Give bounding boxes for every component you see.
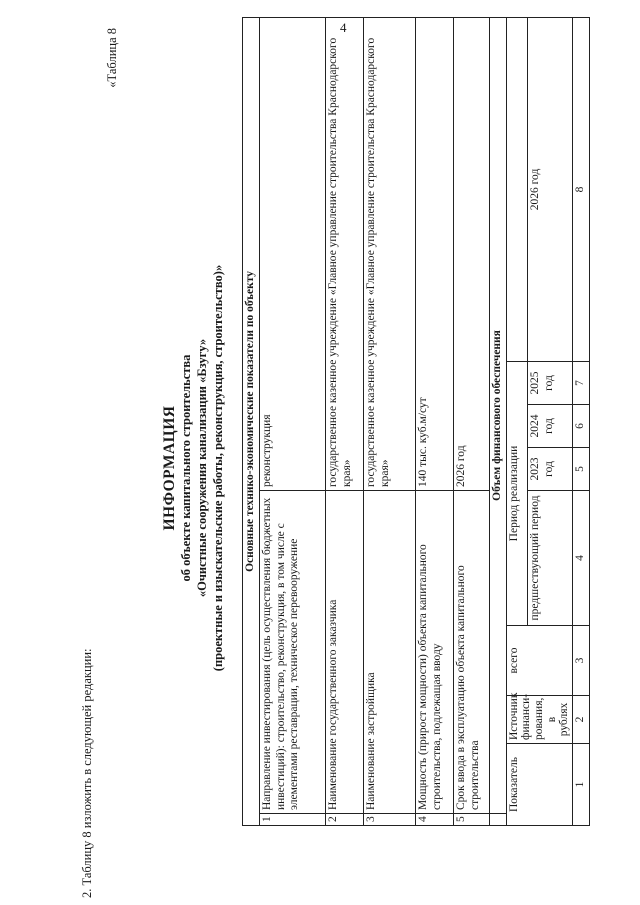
row-number: 4 <box>415 814 453 826</box>
header-previous: предшествующий период <box>528 491 572 626</box>
info-table <box>242 17 590 826</box>
header-source: Источник финанси-рования, в рублях <box>506 696 572 744</box>
intro-text: 2. Таблицу 8 изложить в следующей редакции: <box>80 648 94 898</box>
table-row <box>415 17 453 825</box>
section2-title: Объем финансового обеспечения <box>489 17 506 813</box>
heading-line-2: об объекте капитального строительства <box>179 354 194 582</box>
section1-title: Основные технико-экономические показатели по объекту <box>243 17 260 825</box>
row-value: государственное казенное учреждение «Главное управление строительства Краснодарского края» <box>363 17 415 490</box>
row-number: 3 <box>363 814 415 826</box>
header-2025: 2025 год <box>528 362 572 405</box>
column-number: 1 <box>572 744 589 826</box>
header-period: Период реализации <box>506 362 528 626</box>
table-row <box>325 17 363 825</box>
row-value: 140 тыс. куб.м/сут <box>415 17 453 490</box>
heading <box>160 198 226 738</box>
row-number: 2 <box>325 814 363 826</box>
heading-line-3: «Очистные сооружения канализации «Бзугу» <box>195 338 209 598</box>
table-label: «Таблица 8 <box>105 28 119 88</box>
page-number: 4 <box>340 20 347 35</box>
row-number: 5 <box>453 814 489 826</box>
column-number: 8 <box>572 17 589 361</box>
table-row <box>453 17 489 825</box>
section1-header-row <box>243 17 260 825</box>
finance-header-row-1 <box>506 17 528 825</box>
row-number: 1 <box>259 814 325 826</box>
column-number: 6 <box>572 405 589 448</box>
row-label: Наименование государственного заказчика <box>325 491 363 814</box>
section2-header-row <box>489 17 506 825</box>
row-value: реконструкция <box>259 17 325 490</box>
row-label: Мощность (прирост мощности) объекта капитального строительства, подлежащая вводу <box>415 491 453 814</box>
column-number: 4 <box>572 491 589 626</box>
rotated-content <box>25 18 615 898</box>
header-total: всего <box>506 626 572 696</box>
header-2026: 2026 год <box>528 17 572 361</box>
header-2024: 2024 год <box>528 405 572 448</box>
row-value: 2026 год <box>453 17 489 490</box>
column-number: 7 <box>572 362 589 405</box>
table-row <box>363 17 415 825</box>
header-indicator: Показатель <box>506 744 572 826</box>
heading-title: ИНФОРМАЦИЯ <box>161 405 178 531</box>
row-label: Срок ввода в эксплуатацию объекта капитального строительства <box>453 491 489 814</box>
table-row <box>259 17 325 825</box>
row-value: государственное казенное учреждение «Главное управление строительства Краснодарского края» <box>325 17 363 490</box>
column-number: 5 <box>572 448 589 491</box>
heading-line-4: (проектные и изыскательские работы, реконструкция, строительство)» <box>210 264 225 672</box>
column-number: 2 <box>572 696 589 744</box>
header-2023: 2023 год <box>528 448 572 491</box>
column-number-row <box>572 17 589 825</box>
column-number: 3 <box>572 626 589 696</box>
row-label: Направление инвестирования (цель осуществления бюджетных инвестиций): строительство, реконструкция, в том числе с элементами реставрации, техническое перевооружение <box>259 491 325 814</box>
row-label: Наименование застройщика <box>363 491 415 814</box>
